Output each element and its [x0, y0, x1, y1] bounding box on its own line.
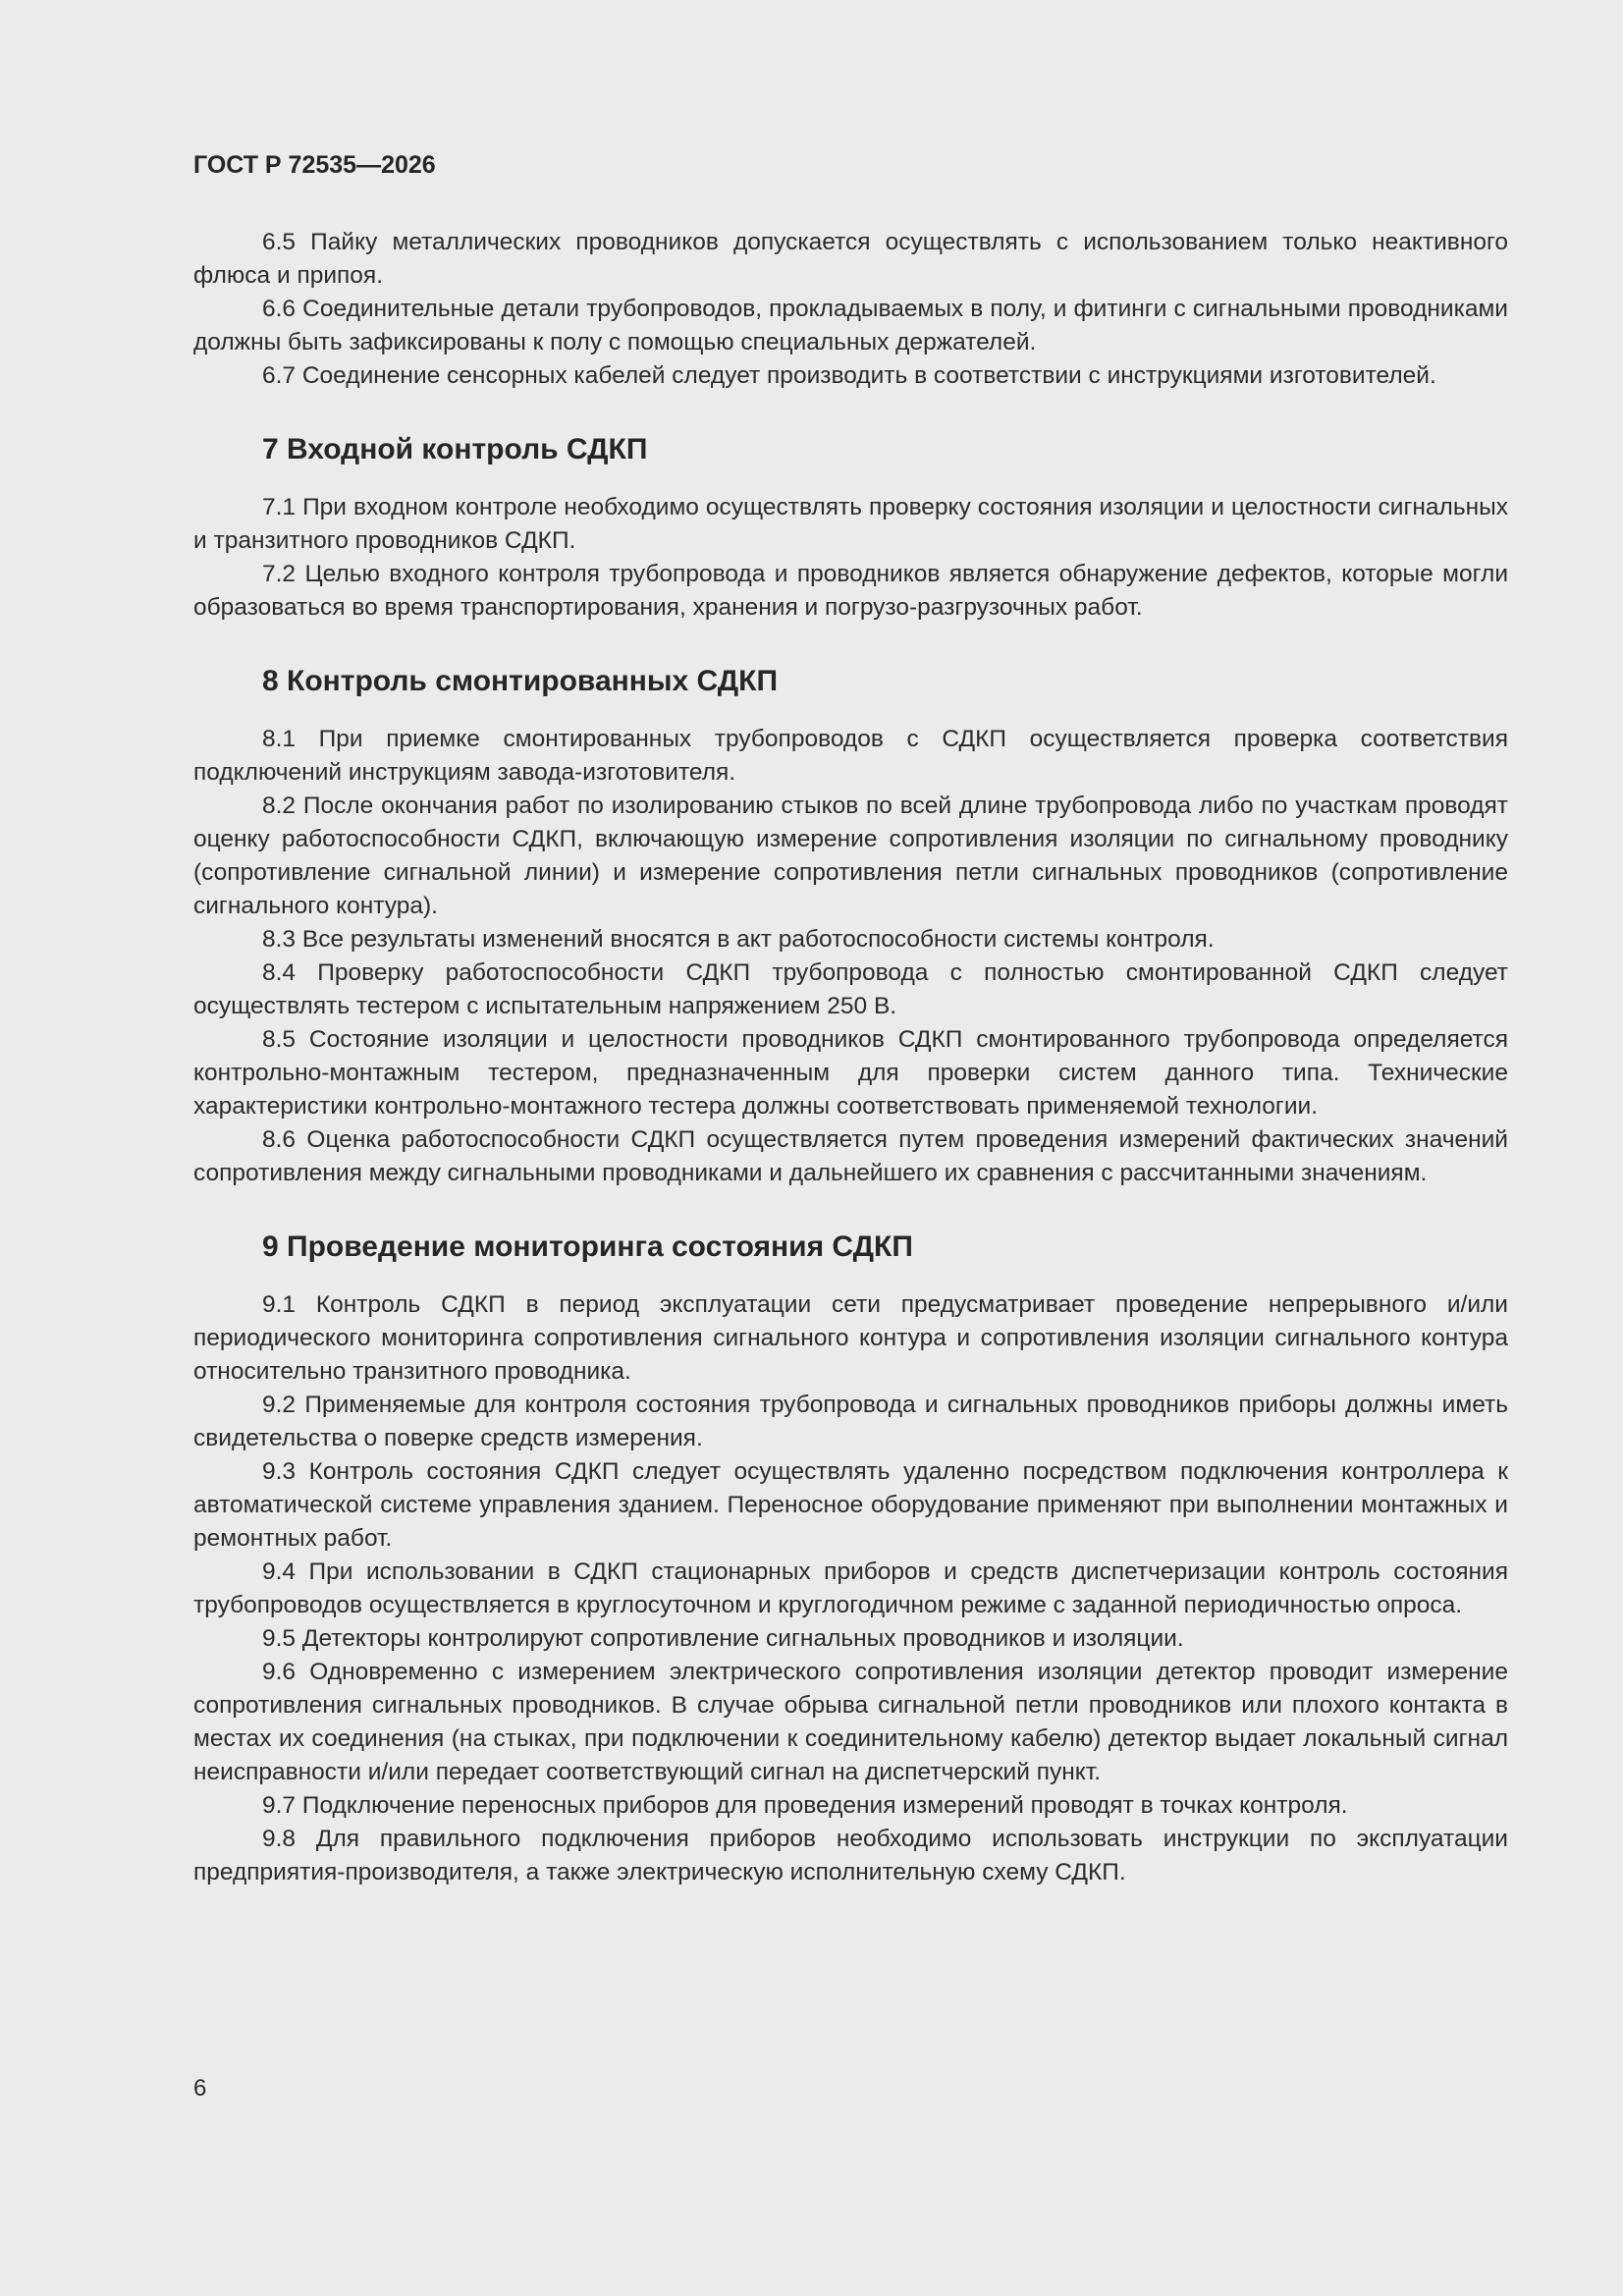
document-body [193, 226, 1508, 1889]
paragraph-9-2: 9.2 Применяемые для контроля состояния трубопровода и сигнальных проводников приборы должны иметь свидетельства о поверке средств измерения. [193, 1392, 1508, 1451]
section-8-title: 8 Контроль смонтированных СДКП [262, 665, 779, 697]
paragraph-9-3: 9.3 Контроль состояния СДКП следует осуществлять удаленно посредством подключения контроллера к автоматической системе управления зданием. Переносное оборудование применяют при выполнении монтажных и ремонтных работ. [193, 1458, 1508, 1552]
paragraph-9-6: 9.6 Одновременно с измерением электрического сопротивления изоляции детектор проводит измерение сопротивления сигнальных проводников. В случае обрыва сигнальной петли проводников или плохого контакта в местах их соединения (на стыках, при подключении к соединительному кабелю) детектор выдает локальный сигнал неисправности и/или передает соответствующий сигнал на диспетчерский пункт. [193, 1659, 1508, 1785]
section-7-title: 7 Входной контроль СДКП [262, 433, 648, 465]
paragraph-8-6: 8.6 Оценка работоспособности СДКП осуществляется путем проведения измерений фактических значений сопротивления между сигнальными проводниками и дальнейшего их сравнения с рассчитанными значениям. [193, 1126, 1508, 1186]
paragraph-8-4: 8.4 Проверку работоспособности СДКП трубопровода с полностью смонтированной СДКП следует осуществлять тестером с испытательным напряжением 250 В. [193, 959, 1508, 1019]
paragraph-8-1: 8.1 При приемке смонтированных трубопроводов с СДКП осуществляется проверка соответствия подключений инструкциям завода-изготовителя. [193, 726, 1508, 786]
paragraph-7-2: 7.2 Целью входного контроля трубопровода и проводников является обнаружение дефектов, которые могли образоваться во время транспортирования, хранения и погрузо-разгрузочных работ. [193, 561, 1508, 621]
paragraph-9-5: 9.5 Детекторы контролируют сопротивление сигнальных проводников и изоляции. [262, 1625, 1184, 1652]
paragraph-8-3: 8.3 Все результаты изменений вносятся в акт работоспособности системы контроля. [262, 926, 1215, 953]
page-number: 6 [193, 2075, 207, 2102]
paragraph-8-2: 8.2 После окончания работ по изолированию стыков по всей длине трубопровода либо по участкам проводят оценку работоспособности СДКП, включающую измерение сопротивления изоляции по сигнальному проводнику (сопротивление сигнальной линии) и измерение сопротивления петли сигнальных проводников (сопротивление сигнального контура). [193, 793, 1508, 919]
paragraph-6-5: 6.5 Пайку металлических проводников допускается осуществлять с использованием только неактивного флюса и припоя. [193, 229, 1508, 289]
paragraph-6-6: 6.6 Соединительные детали трубопроводов, прокладываемых в полу, и фитинги с сигнальными проводниками должны быть зафиксированы к полу с помощью специальных держателей. [193, 296, 1508, 355]
section-9-title: 9 Проведение мониторинга состояния СДКП [262, 1230, 913, 1263]
document-code-header: ГОСТ Р 72535—2026 [193, 151, 436, 179]
paragraph-9-1: 9.1 Контроль СДКП в период эксплуатации сети предусматривает проведение непрерывного и/или периодического мониторинга сопротивления сигнального контура и сопротивления изоляции сигнального контура относительно транзитного проводника. [193, 1291, 1508, 1385]
paragraph-9-8: 9.8 Для правильного подключения приборов необходимо использовать инструкции по эксплуатации предприятия-производителя, а также электрическую исполнительную схему СДКП. [193, 1826, 1508, 1886]
paragraph-8-5: 8.5 Состояние изоляции и целостности проводников СДКП смонтированного трубопровода определяется контрольно-монтажным тестером, предназначенным для проверки систем данного типа. Технические характеристики контрольно-монтажного тестера должны соответствовать применяемой технологии. [193, 1026, 1508, 1120]
paragraph-9-4: 9.4 При использовании в СДКП стационарных приборов и средств диспетчеризации контроль состояния трубопроводов осуществляется в круглосуточном и круглогодичном режиме с заданной периодичностью опроса. [193, 1558, 1508, 1618]
paragraph-6-7: 6.7 Соединение сенсорных кабелей следует производить в соответствии с инструкциями изготовителей. [262, 362, 1436, 389]
paragraph-9-7: 9.7 Подключение переносных приборов для проведения измерений проводят в точках контроля. [262, 1792, 1348, 1819]
paragraph-7-1: 7.1 При входном контроле необходимо осуществлять проверку состояния изоляции и целостности сигнальных и транзитного проводников СДКП. [193, 494, 1508, 554]
